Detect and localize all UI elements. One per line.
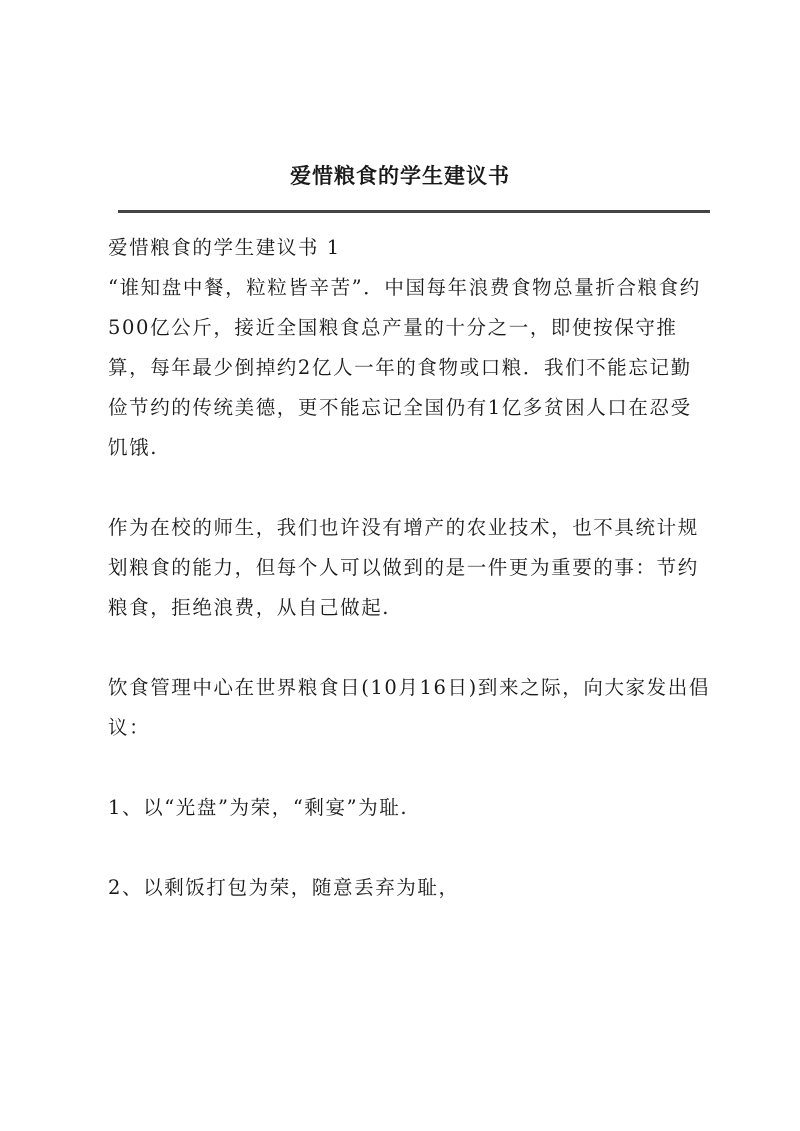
paragraph-spacer <box>108 748 712 788</box>
paragraph-spacer <box>108 628 712 668</box>
paragraph-school: 作为在校的师生，我们也许没有增产的农业技术，也不具统计规划粮食的能力，但每个人可以做到的是一件更为重要的事：节约粮食，拒绝浪费，从自己做起. <box>108 516 699 619</box>
title-divider <box>118 210 710 213</box>
document-title: 爱惜粮食的学生建议书 <box>290 163 510 188</box>
proposal-item-1: 1、以“光盘”为荣，“剩宴”为耻. <box>108 796 409 819</box>
paragraph-proposal: 饮食管理中心在世界粮食日(10月16日)到来之际，向大家发出倡议： <box>108 676 710 739</box>
document-body <box>108 228 712 908</box>
paragraph-spacer <box>108 468 712 508</box>
paragraph-intro: “谁知盘中餐，粒粒皆辛苦”．中国每年浪费食物总量折合粮食约500亿公斤，接近全国粮食总产量的十分之一，即使按保守推算，每年最少倒掉约2亿人一年的食物或口粮．我们不能忘记勤俭节约的传统美德，更不能忘记全国仍有1亿多贫困人口在忍受饥饿. <box>108 276 701 459</box>
paragraph-spacer <box>108 828 712 868</box>
section-heading: 爱惜粮食的学生建议书 1 <box>108 236 341 259</box>
proposal-item-2: 2、以剩饭打包为荣，随意丢弃为耻， <box>108 876 460 899</box>
